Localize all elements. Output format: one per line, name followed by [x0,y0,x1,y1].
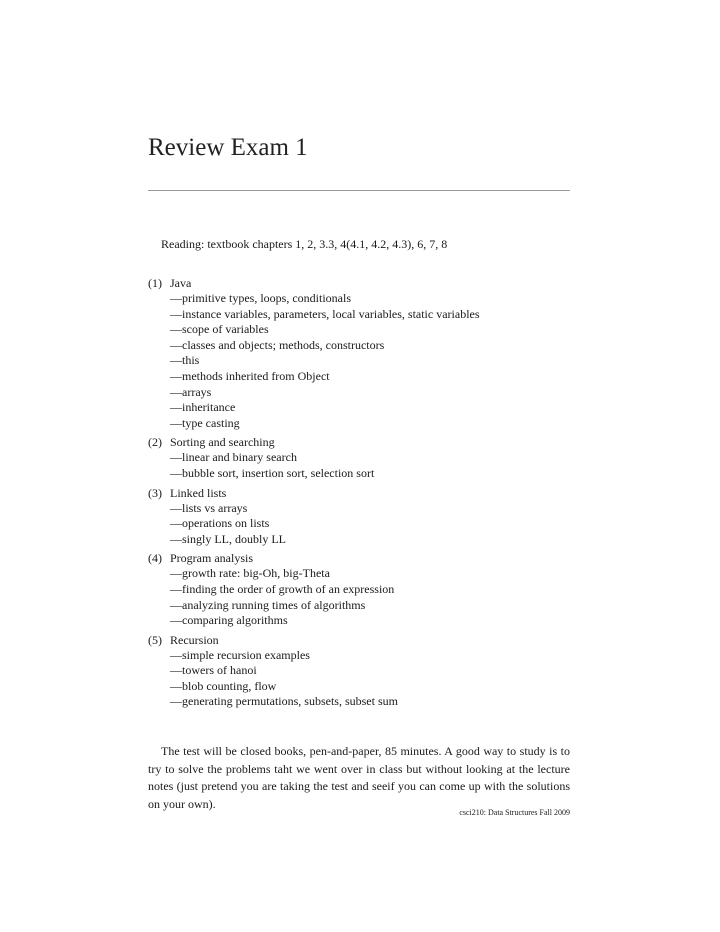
list-item: —bubble sort, insertion sort, selection sort [170,465,375,480]
section-title: Linked lists [170,485,227,500]
section-recursion [148,632,578,710]
list-item: —linear and binary search [170,450,297,465]
list-item: —comparing algorithms [170,613,288,628]
section-title: Program analysis [170,551,253,566]
section-number: (1) [148,276,162,290]
title-divider [148,190,570,191]
list-item: —scope of variables [170,322,269,337]
list-item: —this [170,353,200,368]
section-title: Recursion [170,632,219,647]
section-number: (3) [148,485,162,500]
list-item: —arrays [170,384,212,399]
section-sorting-searching [148,434,578,481]
section-linked-lists [148,485,578,548]
section-number: (5) [148,632,162,647]
section-number: (2) [148,435,162,450]
section-items [148,566,578,628]
list-item: —generating permutations, subsets, subset sum [170,694,398,709]
list-item: —methods inherited from Object [170,368,330,383]
page-title: Review Exam 1 [148,134,308,161]
list-item: —towers of hanoi [170,663,257,678]
section-java [148,275,578,431]
section-heading [148,550,578,566]
list-item: —growth rate: big-Oh, big-Theta [170,566,330,581]
section-heading [148,485,578,501]
list-item: —analyzing running times of algorithms [170,597,366,612]
section-items [148,291,578,431]
list-item: —inheritance [170,400,236,415]
list-item: —finding the order of growth of an expression [170,581,395,596]
list-item: —singly LL, doubly LL [170,531,286,546]
section-heading [148,275,578,291]
section-program-analysis [148,550,578,628]
list-item: —lists vs arrays [170,500,248,515]
topic-list [148,275,578,710]
course-footer: csci210: Data Structures Fall 2009 [459,808,570,817]
section-items [148,501,578,548]
exam-instructions: The test will be closed books, pen-and-paper, 85 minutes. A good way to study is to try to solve the problems taht we went over in class but without looking at the lecture notes (just pretend you are taking the test and seeif you can come up with the solutions on your own). [148,744,570,811]
section-heading [148,434,578,450]
list-item: —operations on lists [170,516,270,531]
section-items [148,648,578,710]
section-number: (4) [148,551,162,566]
section-items [148,450,578,481]
list-item: —classes and objects; methods, constructors [170,337,385,352]
list-item: —simple recursion examples [170,647,310,662]
list-item: —type casting [170,415,240,430]
list-item: —blob counting, flow [170,678,277,693]
list-item: —instance variables, parameters, local variables, static variables [170,306,480,321]
section-heading [148,632,578,648]
list-item: —primitive types, loops, conditionals [170,291,351,305]
section-title: Sorting and searching [170,435,275,450]
reading-assignment: Reading: textbook chapters 1, 2, 3.3, 4(4.1, 4.2, 4.3), 6, 7, 8 [161,237,448,251]
section-title: Java [170,276,192,290]
